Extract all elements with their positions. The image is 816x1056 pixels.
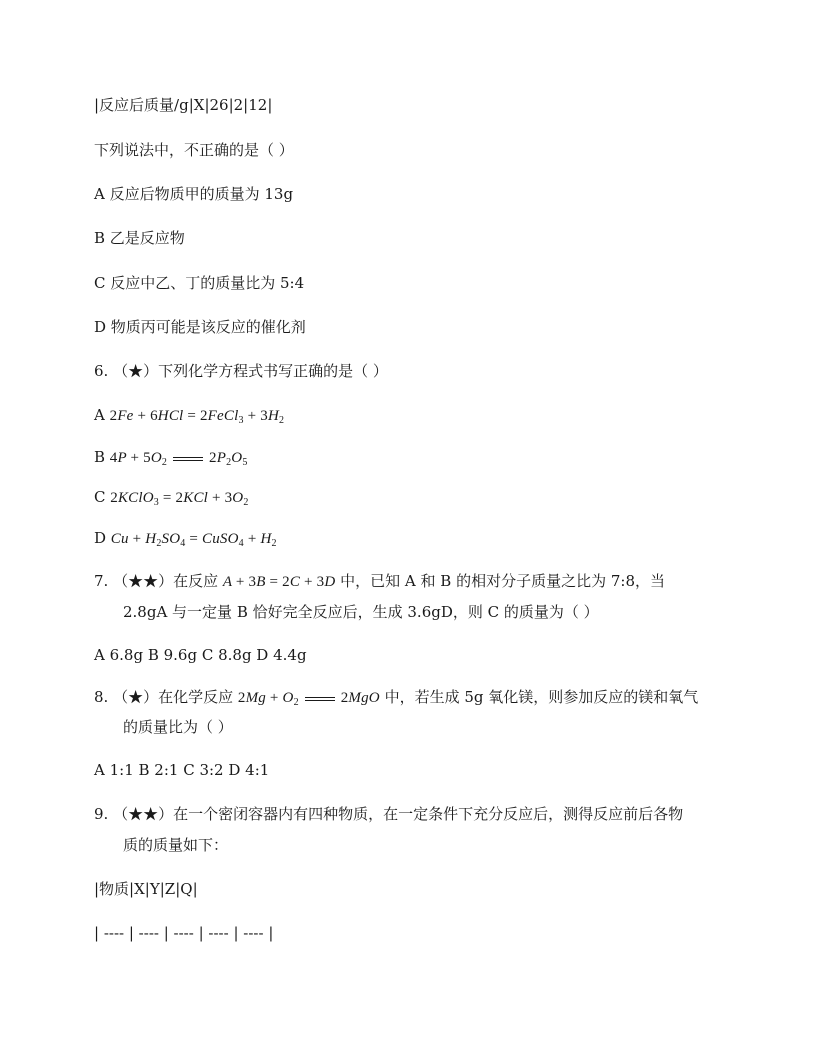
- question-9-line-2: 质的质量如下：: [123, 836, 229, 854]
- option-6b: [94, 447, 248, 473]
- equation-6a: 2Fe + 6HCl = 2FeCl$_3$ + $3H_2$: [109, 408, 285, 426]
- question-8-line-2: 的质量比为（ ）: [123, 718, 233, 736]
- option-6b-letter: B: [94, 448, 110, 466]
- equation-8: $2Mg + O_2$ 2MgO: [237, 690, 380, 708]
- option-6a-letter: A: [94, 406, 110, 424]
- option-6c: [94, 487, 249, 513]
- option-5d: D 物质丙可能是该反应的催化剂: [94, 318, 306, 336]
- equation-7: A + 3B = 2C + 3D: [222, 574, 336, 590]
- option-5c: C 反应中乙、丁的质量比为 5:4: [94, 274, 305, 292]
- table-header-row: |物质|X|Y|Z|Q|: [94, 880, 198, 898]
- option-6d: [94, 528, 277, 554]
- option-6a: [94, 405, 284, 431]
- question-7-line-1: 7. （★★）在反应 A + 3B = 2C + 3D 中，已知 A 和 B 的相对分子质量之比为 7:8，当: [94, 572, 665, 590]
- reaction-condition-sign: [171, 454, 205, 464]
- equation-6b: $4P + 5O_2$ $2P_2O_5$: [109, 450, 248, 468]
- option-6d-letter: D: [94, 529, 111, 547]
- options-8: A 1:1 B 2:1 C 3:2 D 4:1: [94, 761, 270, 779]
- question-8-line-1: 8. （★）在化学反应 $2Mg + O_2$ 2MgO 中，若生成 5g 氧化镁，则参加反应的镁和氧气: [94, 688, 699, 708]
- question-7-line-2: 2.8gA 与一定量 B 恰好完全反应后，生成 3.6gD，则 C 的质量为（ ）: [123, 603, 599, 621]
- options-7: A 6.8g B 9.6g C 8.8g D 4.4g: [94, 646, 307, 664]
- option-5b: B 乙是反应物: [94, 229, 185, 247]
- table-row-after-mass: |反应后质量/g|X|26|2|12|: [94, 96, 273, 114]
- option-5a: A 反应后物质甲的质量为 13g: [94, 185, 294, 203]
- question-stem-5: 下列说法中，不正确的是（ ）: [94, 141, 294, 159]
- table-separator-row: | ---- | ---- | ---- | ---- | ---- |: [94, 924, 274, 942]
- reaction-condition-sign: [303, 694, 337, 704]
- equation-6c: 2KClO$_3$ = $2KCl + 3O_2$: [110, 490, 249, 508]
- equation-6d: $Cu + H_2SO_4$ = CuSO$_4$ + $H_2$: [110, 531, 277, 549]
- question-6: 6. （★）下列化学方程式书写正确的是（ ）: [94, 362, 388, 380]
- option-6c-letter: C: [94, 488, 111, 506]
- question-9-line-1: 9. （★★）在一个密闭容器内有四种物质，在一定条件下充分反应后，测得反应前后各物: [94, 805, 684, 823]
